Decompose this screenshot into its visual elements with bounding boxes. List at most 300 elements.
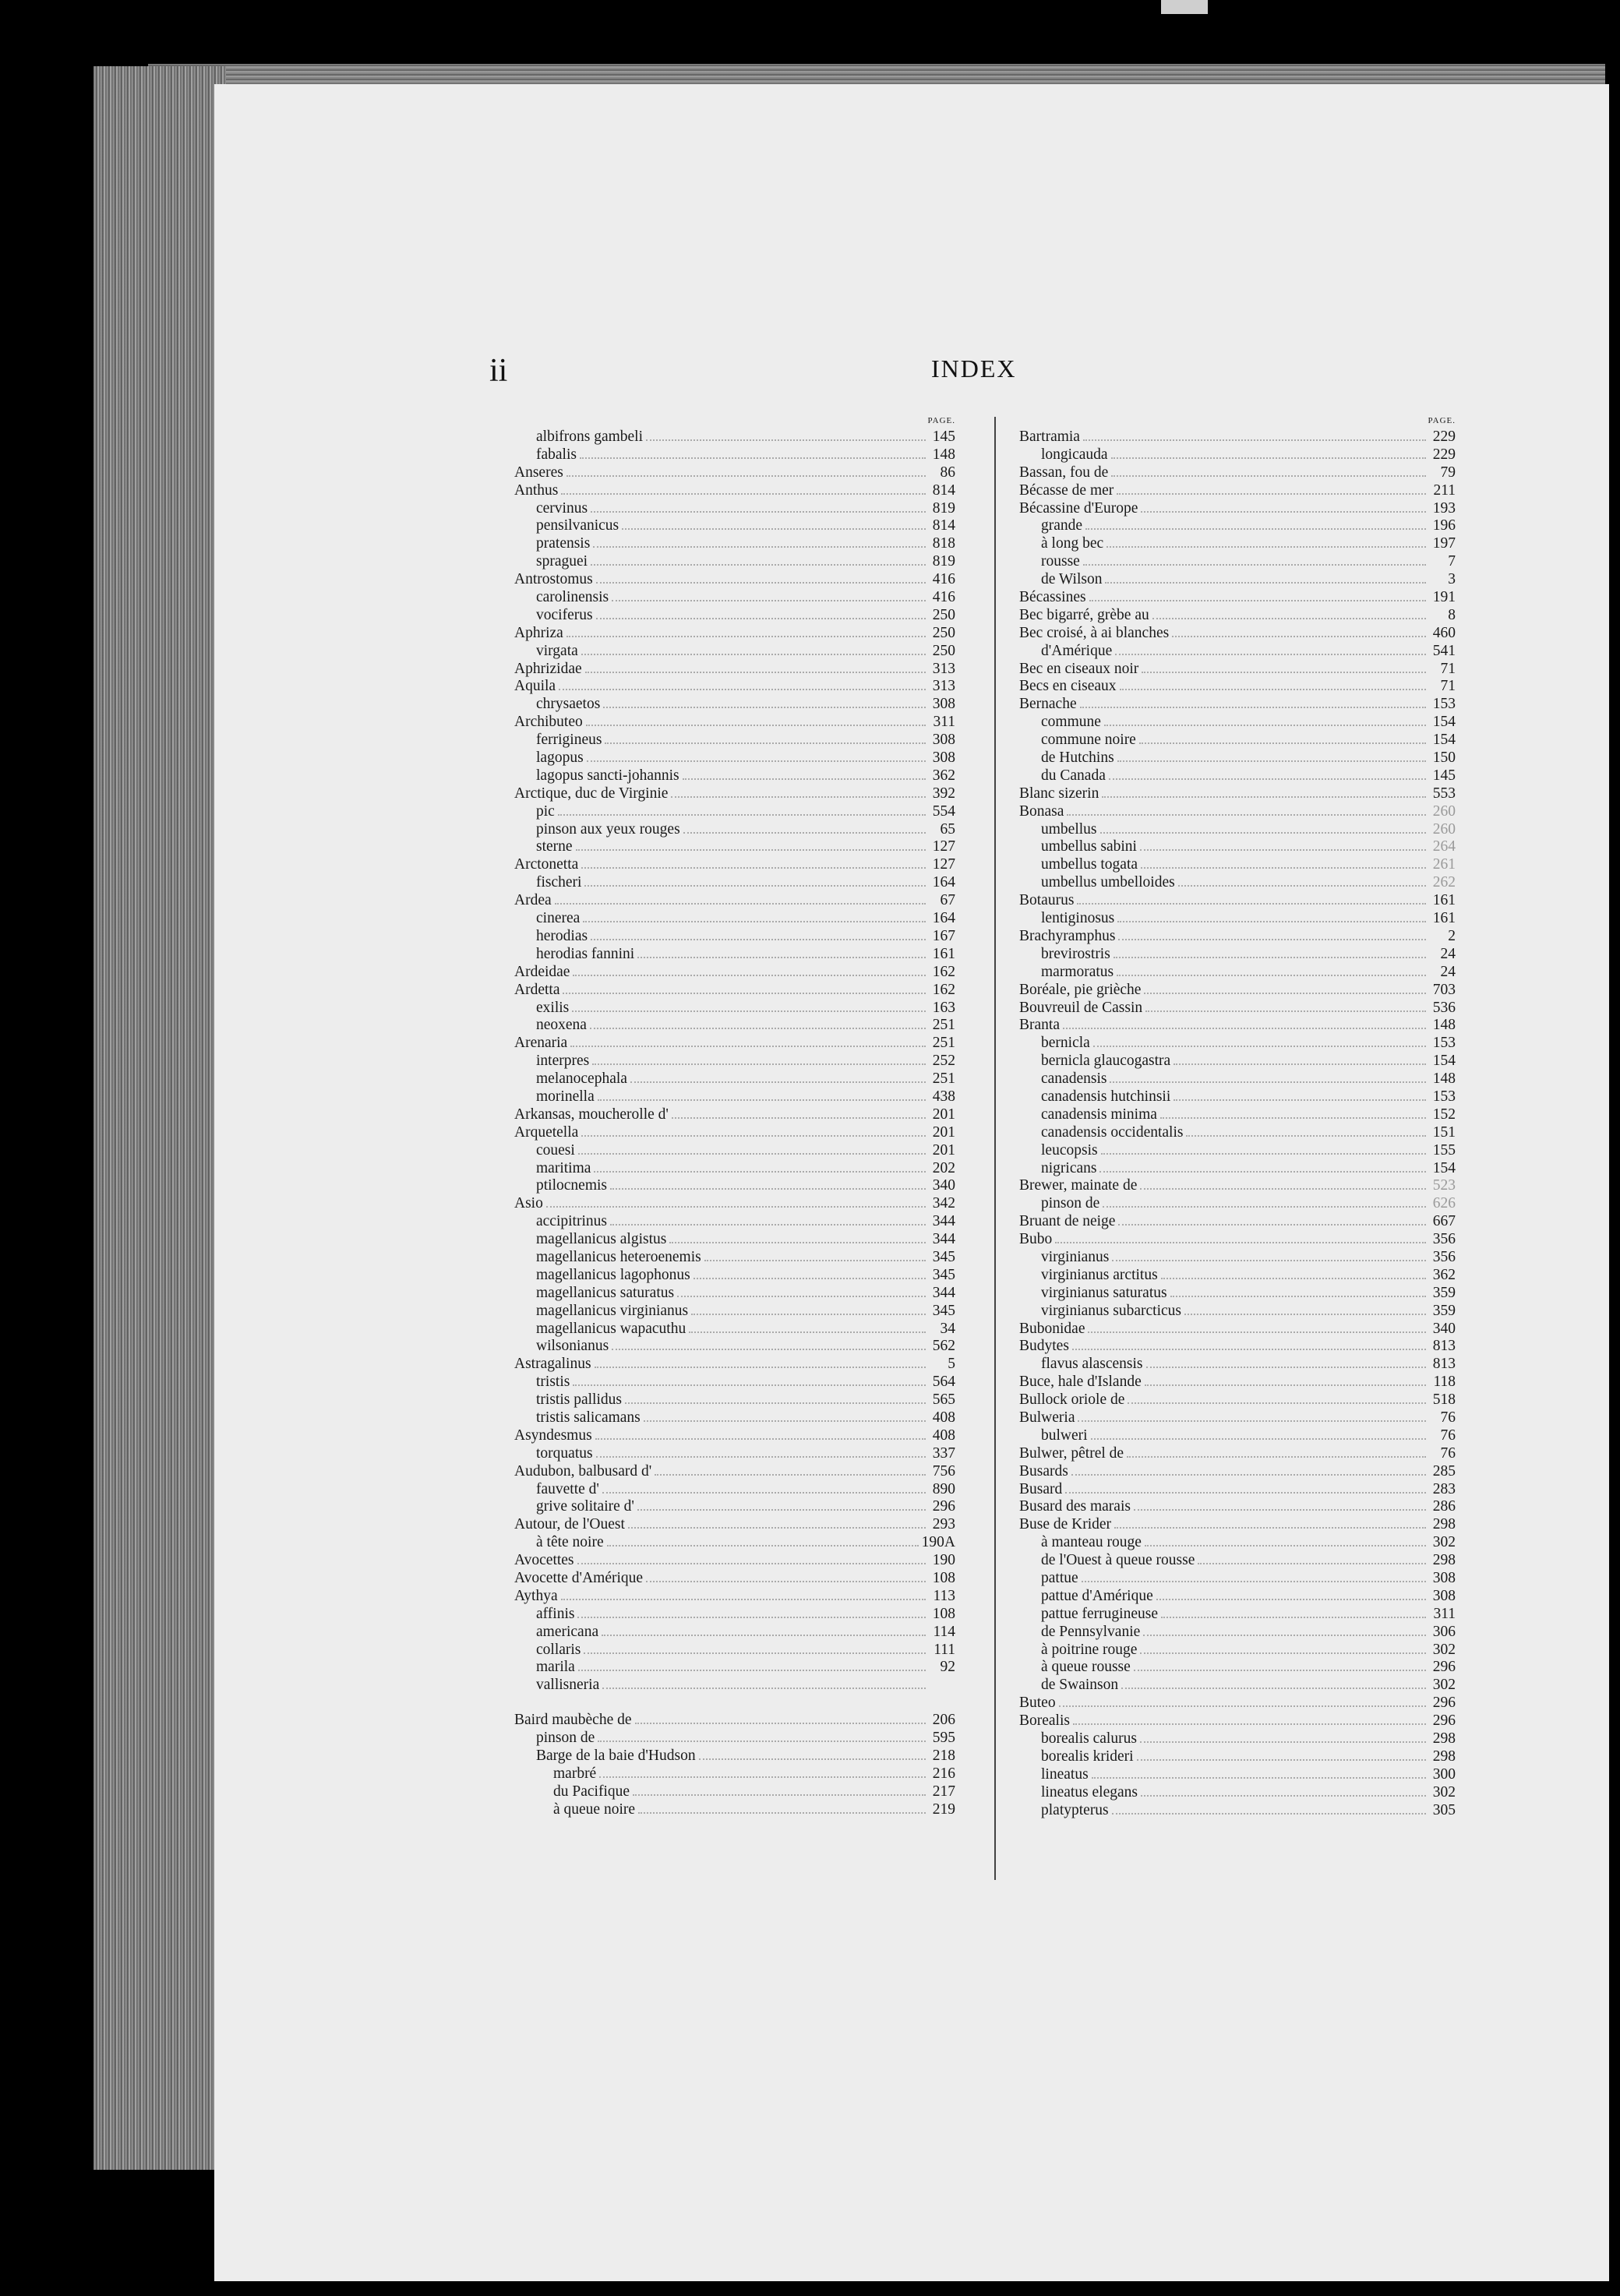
index-term: Ardea [514, 892, 552, 909]
index-entry [514, 1534, 955, 1552]
index-entry [514, 1642, 955, 1659]
index-page-number: 293 [932, 1516, 955, 1533]
index-term: Ardeidae [514, 963, 570, 980]
index-page-number: 154 [1432, 1053, 1456, 1070]
dot-leader [598, 1099, 926, 1101]
index-entry [1019, 1391, 1456, 1409]
book-page-stack-edge [94, 66, 226, 2170]
dot-leader [593, 546, 926, 548]
index-entry [514, 1160, 955, 1178]
dot-leader [577, 1563, 926, 1564]
index-entry [514, 1409, 955, 1427]
dot-leader [1106, 546, 1426, 548]
index-page-number: 298 [1432, 1516, 1456, 1533]
index-term: virginianus [1041, 1248, 1110, 1265]
index-entry [514, 1445, 955, 1463]
index-term: grande [1041, 517, 1083, 534]
dot-leader [637, 957, 926, 958]
index-entry [1019, 1053, 1456, 1070]
index-page-number: 71 [1440, 660, 1456, 677]
index-page-number: 190A [921, 1534, 955, 1551]
index-term: umbellus [1041, 820, 1097, 838]
dot-leader [581, 654, 926, 655]
dot-leader [1117, 921, 1426, 922]
index-entry [514, 1088, 955, 1106]
index-entry [514, 1498, 955, 1516]
dot-leader [1099, 1171, 1426, 1173]
index-page-number: 79 [1440, 464, 1456, 481]
index-entry [514, 643, 955, 661]
index-page-number: 305 [1432, 1801, 1456, 1818]
dot-leader [1103, 1206, 1426, 1208]
index-term: ferrigineus [536, 732, 602, 749]
index-entry [1019, 1784, 1456, 1802]
index-page-number: 356 [1432, 1248, 1456, 1265]
index-page-number: 148 [1432, 1017, 1456, 1034]
index-term: Arctonetta [514, 856, 579, 873]
index-term: Asyndesmus [514, 1427, 592, 1444]
page-column-label: PAGE. [1428, 416, 1456, 425]
index-entry [1019, 910, 1456, 928]
dot-leader [1071, 1474, 1426, 1476]
index-entry [1019, 607, 1456, 625]
index-term: fabalis [536, 446, 577, 463]
index-page-number: 296 [1432, 1712, 1456, 1730]
index-term: Bullock oriole de [1019, 1391, 1125, 1409]
index-entry [514, 1552, 955, 1570]
index-entry [514, 1748, 955, 1765]
dot-leader [635, 1723, 926, 1724]
dot-leader [607, 1545, 919, 1547]
index-term: Boréale, pie grièche [1019, 981, 1142, 998]
index-entry [1019, 661, 1456, 679]
index-term: Bulweria [1019, 1409, 1075, 1426]
dot-leader [578, 1153, 926, 1155]
index-page-number: 151 [1432, 1123, 1456, 1141]
dot-leader [694, 1278, 926, 1279]
index-term: Bec bigarré, grèbe au [1019, 606, 1149, 623]
index-page-number: 251 [932, 1017, 955, 1034]
dot-leader [630, 1081, 926, 1083]
dot-leader [1174, 1063, 1426, 1065]
dot-leader [566, 475, 926, 477]
index-term: pratensis [536, 535, 591, 552]
index-page-number: 313 [932, 660, 955, 677]
index-term: Bubonidae [1019, 1320, 1085, 1337]
index-page-number: 201 [932, 1106, 955, 1123]
index-entry [1019, 874, 1456, 892]
index-page-number: 86 [940, 464, 955, 481]
dot-leader [669, 1242, 926, 1243]
dot-leader [1127, 1456, 1426, 1458]
index-term: virginianus subarcticus [1041, 1302, 1181, 1319]
index-entry [1019, 749, 1456, 767]
index-entry [1019, 1481, 1456, 1499]
index-page-number: 34 [940, 1320, 955, 1337]
dot-leader [591, 939, 926, 940]
index-page-number: 308 [1432, 1570, 1456, 1586]
index-term: Bonasa [1019, 802, 1064, 820]
index-page-number: 219 [932, 1800, 955, 1818]
index-entry [1019, 535, 1456, 553]
index-term: Bec en ciseaux noir [1019, 660, 1139, 677]
index-page-number: 150 [1432, 749, 1456, 767]
index-term: Asio [514, 1195, 543, 1212]
index-term: canadensis [1041, 1070, 1107, 1088]
index-page-number: 345 [932, 1302, 955, 1319]
dot-leader [1110, 1081, 1426, 1083]
index-page-number: 285 [1432, 1462, 1456, 1480]
dot-leader [595, 1438, 926, 1440]
index-page-number: 337 [932, 1444, 955, 1462]
index-entry [514, 696, 955, 714]
index-entry [1019, 589, 1456, 607]
index-term: Autour, de l'Ouest [514, 1516, 625, 1533]
index-page-number: 356 [1432, 1231, 1456, 1248]
index-term: herodias [536, 927, 588, 944]
dot-leader [581, 1135, 926, 1137]
index-term: canadensis occidentalis [1041, 1123, 1184, 1141]
index-entry [514, 910, 955, 928]
dot-leader [1160, 1117, 1426, 1119]
dot-leader [1134, 1509, 1426, 1511]
index-page-number: 164 [932, 874, 955, 891]
index-page-number: 250 [932, 606, 955, 623]
index-entry [1019, 1106, 1456, 1124]
index-page-number: 302 [1432, 1677, 1456, 1694]
index-page-number: 300 [1432, 1765, 1456, 1783]
index-page-number: 362 [1432, 1266, 1456, 1283]
index-entry [1019, 732, 1456, 749]
index-entry [514, 1035, 955, 1053]
index-entry [514, 785, 955, 803]
index-page-number: 67 [940, 892, 955, 909]
index-entry [514, 1481, 955, 1499]
index-entries-right [1019, 429, 1456, 1819]
index-term: brevirostris [1041, 945, 1110, 962]
dot-leader [704, 1260, 926, 1261]
index-page-number: 7 [1448, 553, 1456, 570]
index-page-number: 819 [932, 553, 955, 570]
index-page-number: 162 [932, 963, 955, 980]
index-page-number: 191 [1432, 589, 1456, 606]
index-page-number: 342 [932, 1195, 955, 1212]
index-term: Astragalinus [514, 1356, 591, 1373]
index-term: magellanicus saturatus [536, 1284, 675, 1301]
dot-leader [558, 814, 926, 816]
index-term: pattue ferrugineuse [1041, 1605, 1158, 1622]
index-page-number: 145 [1432, 767, 1456, 784]
page-column-label: PAGE. [927, 416, 955, 425]
dot-leader [1085, 528, 1426, 530]
dot-leader [594, 1171, 926, 1173]
dot-leader [689, 1331, 926, 1333]
index-page-number: 190 [932, 1552, 955, 1569]
index-page-number: 161 [1432, 892, 1456, 909]
index-page-number: 155 [1432, 1141, 1456, 1159]
index-entry [1019, 1552, 1456, 1570]
dot-leader [605, 742, 926, 744]
index-page-number: 262 [1432, 874, 1456, 891]
index-column-left [514, 413, 955, 1819]
index-entry [1019, 946, 1456, 964]
dot-leader [1093, 1046, 1426, 1047]
index-entry [1019, 1035, 1456, 1053]
dot-leader [644, 1420, 926, 1422]
dot-leader [633, 1794, 926, 1796]
index-page-number: 167 [932, 927, 955, 944]
index-page-number: 311 [933, 714, 955, 731]
index-term: accipitrinus [536, 1213, 607, 1230]
index-entry [1019, 446, 1456, 464]
index-term: Busard des marais [1019, 1498, 1131, 1515]
index-entry [1019, 1677, 1456, 1695]
dot-leader [587, 760, 926, 762]
dot-leader [1101, 1153, 1426, 1155]
index-term: magellanicus lagophonus [536, 1266, 690, 1283]
index-page-number: 163 [932, 999, 955, 1016]
dot-leader [646, 439, 926, 441]
index-term: Aquila [514, 678, 556, 695]
index-term: Bulwer, pêtrel de [1019, 1444, 1124, 1462]
index-entry [1019, 482, 1456, 500]
index-entry [1019, 1766, 1456, 1784]
index-entries-left [514, 429, 955, 1819]
index-entry [514, 1017, 955, 1035]
index-entry [514, 803, 955, 821]
index-entry [514, 1659, 955, 1677]
index-entry [514, 446, 955, 464]
index-page-number: 308 [932, 732, 955, 749]
index-entry [1019, 1409, 1456, 1427]
index-page-number: 8 [1448, 606, 1456, 623]
index-entry [514, 856, 955, 874]
index-page-number: 153 [1432, 1035, 1456, 1052]
index-entry [514, 1570, 955, 1588]
index-entry [514, 1249, 955, 1267]
dot-leader [1072, 1349, 1426, 1350]
dot-leader [1063, 1028, 1426, 1029]
index-term: canadensis hutchinsii [1041, 1088, 1171, 1105]
dot-leader [1178, 885, 1426, 887]
index-page-number: 564 [932, 1374, 955, 1391]
index-entry [514, 589, 955, 607]
index-entry [514, 1267, 955, 1285]
index-entry [514, 1070, 955, 1088]
dot-leader [584, 885, 926, 887]
index-term: tristis salicamans [536, 1409, 641, 1426]
index-page-number: 438 [932, 1088, 955, 1105]
index-entry [514, 1765, 955, 1783]
index-page-number: 202 [932, 1159, 955, 1176]
index-page-number: 344 [932, 1213, 955, 1230]
index-page-number: 408 [932, 1427, 955, 1444]
index-page-number: 283 [1432, 1480, 1456, 1497]
index-page-number: 562 [932, 1338, 955, 1355]
index-term: grive solitaire d' [536, 1498, 634, 1515]
index-entry [514, 732, 955, 749]
index-entry [1019, 1730, 1456, 1748]
dot-leader [576, 849, 926, 851]
index-term: Bassan, fou de [1019, 464, 1109, 481]
index-entry [1019, 964, 1456, 982]
index-entry [514, 1624, 955, 1642]
index-page-number: 113 [933, 1587, 955, 1604]
index-entry [514, 1213, 955, 1231]
index-entry [1019, 785, 1456, 803]
index-term: sterne [536, 838, 573, 855]
index-entry [1019, 1748, 1456, 1766]
index-page-number: 286 [1432, 1498, 1456, 1515]
index-page-number: 667 [1432, 1213, 1456, 1230]
index-entry [1019, 1427, 1456, 1445]
index-page-number: 345 [932, 1248, 955, 1265]
index-term: tristis [536, 1374, 570, 1391]
dot-leader [610, 1188, 926, 1190]
index-term: marila [536, 1659, 575, 1676]
index-page-number: 408 [932, 1409, 955, 1426]
index-entry [514, 482, 955, 500]
dot-leader [1105, 582, 1426, 584]
index-term: du Canada [1041, 767, 1106, 784]
index-term: pic [536, 802, 555, 820]
index-page-number: 229 [1432, 429, 1456, 445]
dot-leader [1174, 1099, 1426, 1101]
index-entry [1019, 1195, 1456, 1213]
index-term: Bartramia [1019, 429, 1080, 445]
index-term: fischeri [536, 874, 582, 891]
dot-leader [1092, 1777, 1426, 1779]
index-term: umbellus togata [1041, 856, 1138, 873]
dot-leader [1170, 1296, 1426, 1297]
index-term: Budytes [1019, 1338, 1069, 1355]
index-page-number: 819 [932, 499, 955, 517]
index-entry [1019, 571, 1456, 589]
index-entry [514, 964, 955, 982]
dot-leader [596, 1456, 926, 1458]
index-entry [514, 838, 955, 856]
column-divider [994, 417, 996, 1880]
index-term: cinerea [536, 910, 581, 927]
index-page-number: 161 [1432, 910, 1456, 927]
index-term: Brachyramphus [1019, 927, 1116, 944]
index-page-number: 313 [932, 678, 955, 695]
index-page-number: 345 [932, 1266, 955, 1283]
index-term: borealis calurus [1041, 1730, 1137, 1748]
index-page-number: 302 [1432, 1641, 1456, 1658]
index-entry [1019, 1321, 1456, 1338]
index-page-number: 24 [1440, 963, 1456, 980]
index-term: pensilvanicus [536, 517, 619, 534]
index-entry [1019, 803, 1456, 821]
index-page-number: 518 [1432, 1391, 1456, 1409]
index-entry [514, 464, 955, 482]
dot-leader [546, 1206, 926, 1208]
index-page-number: 252 [932, 1053, 955, 1070]
index-entry [1019, 1249, 1456, 1267]
index-page-number: 416 [932, 571, 955, 588]
index-term: lagopus sancti-johannis [536, 767, 679, 784]
dot-leader [578, 1670, 926, 1671]
index-term: à queue rousse [1041, 1659, 1131, 1676]
index-entry [1019, 928, 1456, 946]
index-entry [1019, 892, 1456, 910]
index-entry [1019, 1659, 1456, 1677]
dot-leader [602, 1688, 926, 1689]
dot-leader [1140, 1652, 1426, 1654]
index-page-number: 261 [1432, 856, 1456, 873]
index-page-number: 218 [932, 1748, 955, 1765]
index-entry [514, 821, 955, 839]
index-entry [514, 1801, 955, 1819]
index-term: virgata [536, 642, 578, 659]
index-entry [514, 1177, 955, 1195]
index-page-number: 3 [1448, 571, 1456, 588]
dot-leader [1145, 1384, 1426, 1386]
index-page-number: 302 [1432, 1783, 1456, 1800]
dot-leader [1152, 618, 1426, 619]
index-term: platypterus [1041, 1801, 1109, 1818]
index-term: de Swainson [1041, 1677, 1119, 1694]
index-term: du Pacifique [553, 1783, 630, 1800]
index-term: longicauda [1041, 446, 1108, 463]
index-page-number: 162 [932, 981, 955, 998]
index-term: commune [1041, 714, 1101, 731]
index-page-number: 5 [948, 1356, 955, 1373]
index-term: morinella [536, 1088, 595, 1105]
index-page-number: 308 [1432, 1587, 1456, 1604]
dot-leader [625, 1402, 926, 1404]
index-term: carolinensis [536, 589, 609, 606]
index-page-number: 229 [1432, 446, 1456, 463]
dot-leader [559, 689, 926, 690]
dot-leader [603, 707, 926, 708]
index-page-number: 114 [933, 1623, 955, 1640]
index-term: wilsonianus [536, 1338, 609, 1355]
index-page-number: 76 [1440, 1409, 1456, 1426]
index-page-number: 264 [1432, 838, 1456, 855]
index-term: à manteau rouge [1041, 1534, 1142, 1551]
index-entry [1019, 1624, 1456, 1642]
index-term: à tête noire [536, 1534, 604, 1551]
index-term: neoxena [536, 1017, 587, 1034]
dot-leader [1140, 1188, 1426, 1190]
index-entry [1019, 1570, 1456, 1588]
dot-leader [563, 993, 926, 994]
dot-leader [561, 1599, 926, 1600]
dot-leader [1073, 1723, 1426, 1725]
index-term: Arquetella [514, 1123, 579, 1141]
index-page-number: 595 [932, 1730, 955, 1747]
dot-leader [570, 1046, 926, 1047]
index-page-number: 250 [932, 642, 955, 659]
dot-leader [1144, 993, 1426, 994]
index-page-number: 71 [1440, 678, 1456, 695]
index-page-number: 813 [1432, 1356, 1456, 1373]
index-term: affinis [536, 1605, 575, 1622]
index-entry [1019, 464, 1456, 482]
dot-leader [585, 672, 926, 673]
index-entry [514, 1000, 955, 1018]
index-term: cervinus [536, 499, 588, 517]
running-head: INDEX [931, 354, 1017, 383]
index-entry [514, 1677, 955, 1695]
index-term: collaris [536, 1641, 581, 1658]
dot-leader [596, 618, 926, 619]
dot-leader [672, 1117, 926, 1119]
index-entry [514, 1124, 955, 1142]
index-page-number: 392 [932, 785, 955, 802]
